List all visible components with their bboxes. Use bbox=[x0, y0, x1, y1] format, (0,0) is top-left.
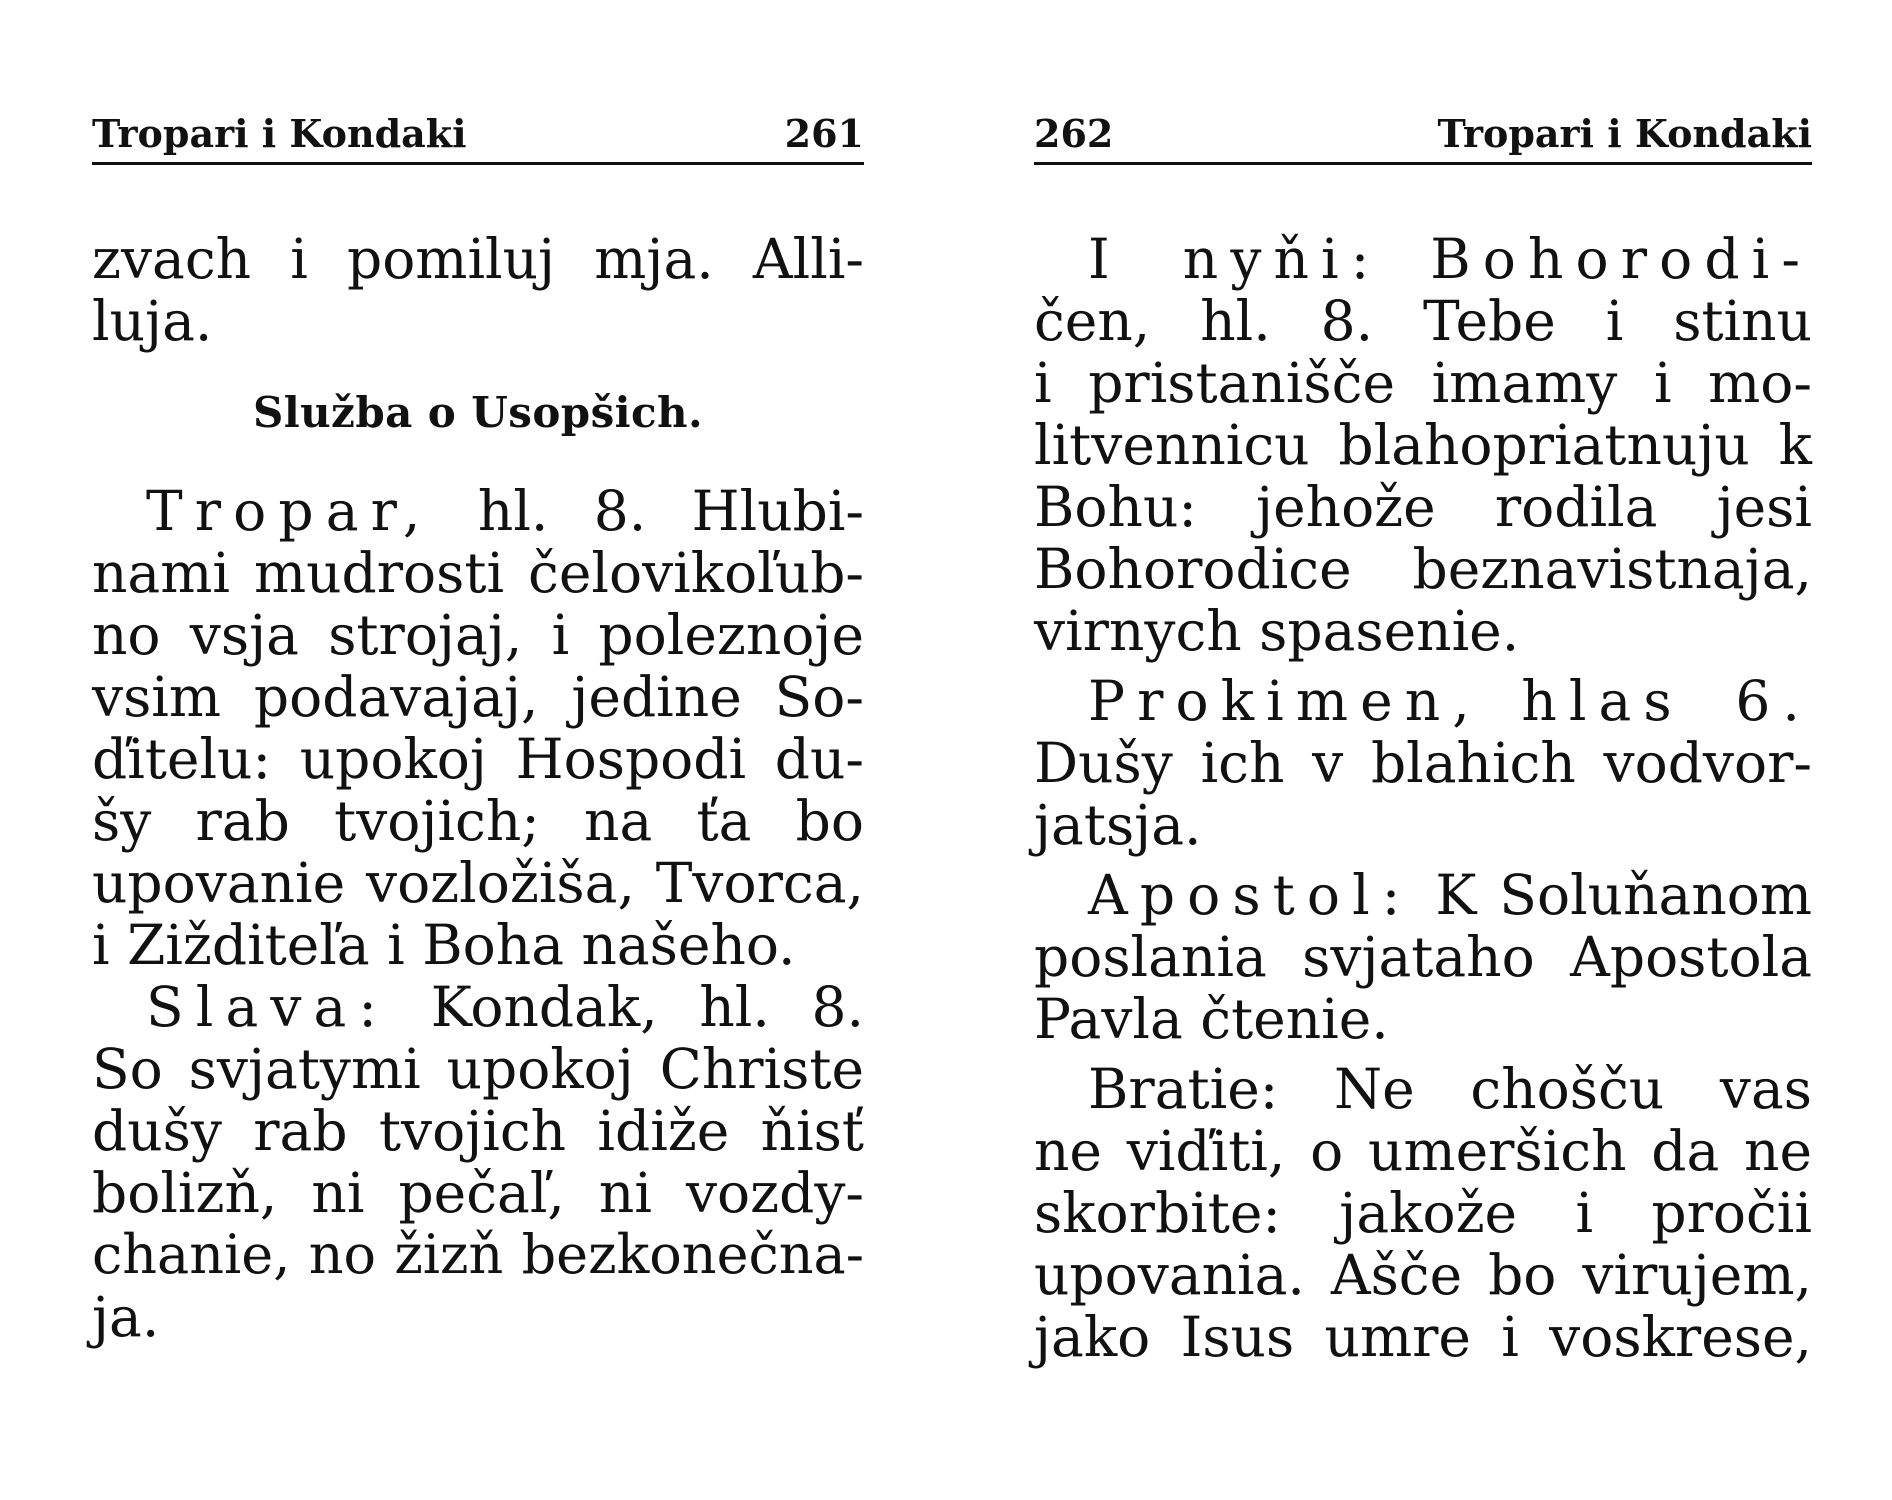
text-line: upovania. Ašče bo virujem, bbox=[1034, 1243, 1812, 1307]
right-page-header bbox=[1034, 108, 1812, 165]
bratie-first-line: Bratie: Ne chošču vas bbox=[1088, 1057, 1812, 1121]
text-line: jatsja. bbox=[1034, 793, 1202, 857]
text-line: jako Isus umre i voskrese, bbox=[1034, 1305, 1812, 1369]
inyni-first-line bbox=[1034, 228, 1812, 290]
tropar-first-line-rest: hl. 8. Hlubi- bbox=[477, 479, 865, 543]
slava-label: Slava: bbox=[146, 975, 390, 1039]
slava-first-line-rest: Kondak, hl. 8. bbox=[430, 975, 864, 1039]
left-page bbox=[92, 0, 864, 1500]
page-number: 261 bbox=[784, 111, 864, 156]
left-page-body bbox=[92, 228, 864, 1348]
right-page bbox=[1034, 0, 1812, 1500]
running-title: Tropari i Kondaki bbox=[92, 111, 467, 156]
text-line: poslania svjataho Apostola bbox=[1034, 925, 1812, 989]
text-line: vsim podavajaj, jedine So- bbox=[92, 665, 864, 729]
page-number: 262 bbox=[1034, 111, 1114, 156]
text-line: ja. bbox=[92, 1285, 160, 1349]
text-line: upovanie vozložiša, Tvorca, bbox=[92, 851, 864, 915]
text-line: ne viďiti, o umeršich da ne bbox=[1034, 1119, 1812, 1183]
text-line: bolizň, ni pečaľ, ni vozdy- bbox=[92, 1161, 864, 1225]
running-title: Tropari i Kondaki bbox=[1437, 111, 1812, 156]
right-page-body bbox=[1034, 228, 1812, 1368]
section-heading: Služba o Usopšich. bbox=[252, 388, 704, 437]
text-line: Bohorodice beznavistnaja, bbox=[1034, 537, 1812, 601]
tropar-first-line bbox=[92, 480, 864, 542]
text-line: skorbite: jakože i pročii bbox=[1034, 1181, 1812, 1245]
prokimen-label: Prokimen, bbox=[1088, 669, 1482, 733]
text-line: luja. bbox=[92, 289, 213, 353]
text-line: ďitelu: upokoj Hospodi du- bbox=[92, 727, 864, 791]
text-line: Bohu: jehože rodila jesi bbox=[1034, 475, 1812, 539]
text-line: čen, hl. 8. Tebe i stinu bbox=[1034, 289, 1812, 353]
text-line: litvennicu blahopriatnuju k bbox=[1034, 413, 1812, 477]
text-line: no vsja strojaj, i poleznoje bbox=[92, 603, 864, 667]
text-line: i Zižditeľa i Boha našeho. bbox=[92, 913, 796, 977]
text-line: i pristanišče imamy i mo- bbox=[1034, 351, 1812, 415]
apostol-first-line bbox=[1034, 864, 1812, 926]
apostol-label: Apostol: bbox=[1088, 863, 1413, 927]
inyni-label: I nyňi: bbox=[1088, 227, 1382, 291]
text-line: dušy rab tvojich idiže ňisť bbox=[92, 1099, 864, 1163]
text-line: So svjatymi upokoj Christe bbox=[92, 1037, 864, 1101]
text-line: chanie, no žizň bezkonečna- bbox=[92, 1223, 864, 1286]
text-line: nami mudrosti čelovikoľub- bbox=[92, 541, 864, 605]
prokimen-first-line bbox=[1034, 670, 1812, 732]
inyni-first-line-rest: Bohorodi- bbox=[1430, 227, 1813, 291]
tropar-label: Tropar, bbox=[146, 479, 433, 543]
text-line: virnych spasenie. bbox=[1034, 599, 1520, 663]
text-line: Pavla čtenie. bbox=[1034, 987, 1389, 1051]
slava-first-line bbox=[92, 976, 864, 1038]
text-line: zvach i pomiluj mja. Alli- bbox=[92, 227, 864, 291]
text-line: Dušy ich v blahich vodvor- bbox=[1034, 731, 1812, 795]
apostol-first-line-rest: K Soluňanom bbox=[1435, 863, 1813, 927]
prokimen-first-line-rest: hlas 6. bbox=[1521, 669, 1813, 733]
left-page-header bbox=[92, 108, 864, 165]
text-line: šy rab tvojich; na ťa bo bbox=[92, 789, 864, 853]
